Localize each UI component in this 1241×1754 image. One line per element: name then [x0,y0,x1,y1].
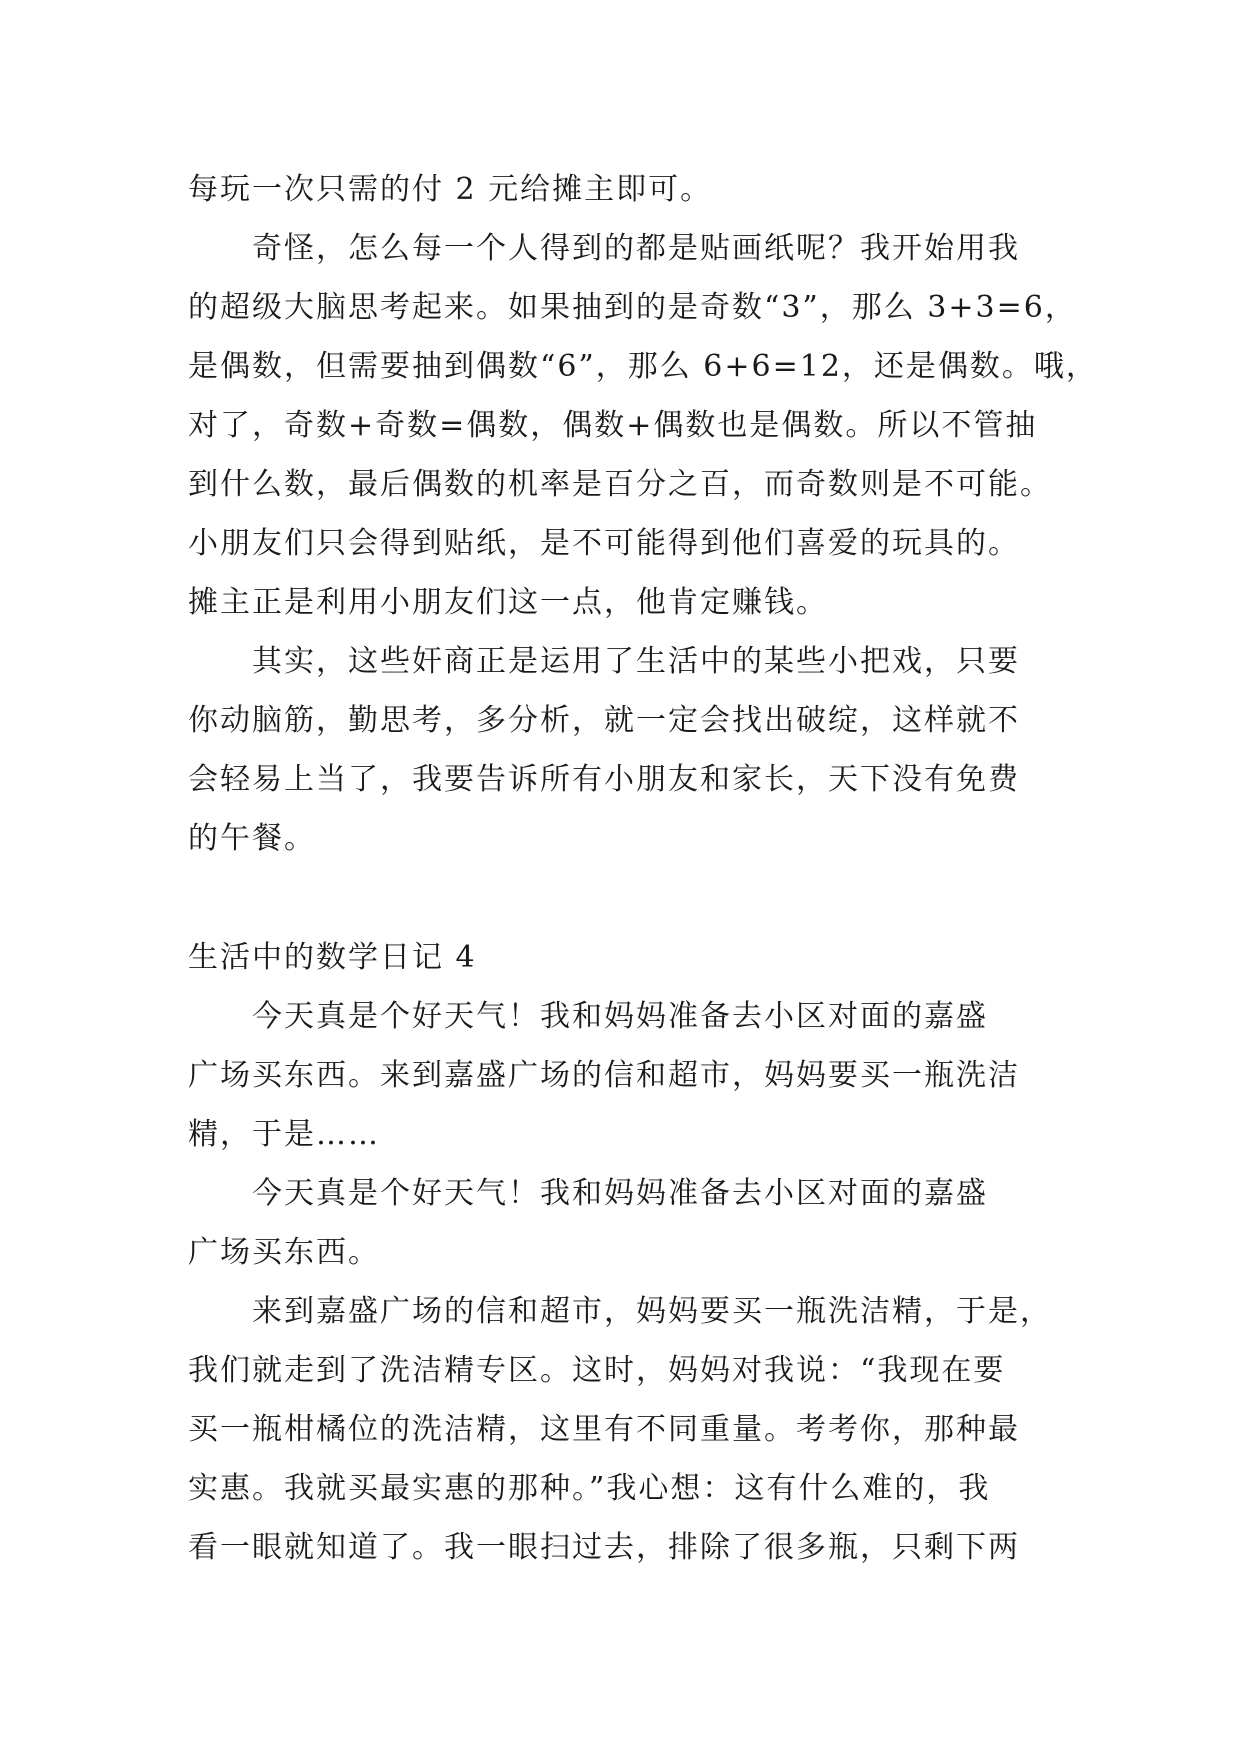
text-line: 广场买东西。来到嘉盛广场的信和超市，妈妈要买一瓶洗洁 [188,1058,1020,1093]
section-gap [188,868,1058,928]
text-line: 精，于是…… [188,1117,380,1152]
document-body [188,160,1098,1577]
paragraph-first-line: 来到嘉盛广场的信和超市，妈妈要买一瓶洗洁精，于是， [252,1294,1052,1329]
text-line: 是偶数，但需要抽到偶数“6”，那么 6+6=12，还是偶数。哦， [188,349,1098,384]
text-line: 的超级大脑思考起来。如果抽到的是奇数“3”，那么 3+3=6， [188,290,1077,325]
paragraph-first-line: 奇怪，怎么每一个人得到的都是贴画纸呢？我开始用我 [252,231,1020,266]
text-line: 我们就走到了洗洁精专区。这时，妈妈对我说：“我现在要 [188,1353,1006,1388]
text-line: 你动脑筋，勤思考，多分析，就一定会找出破绽，这样就不 [188,703,1020,738]
text-line: 每玩一次只需的付 2 元给摊主即可。 [188,172,713,207]
text-line: 看一眼就知道了。我一眼扫过去，排除了很多瓶，只剩下两 [188,1530,1020,1565]
text-line: 到什么数，最后偶数的机率是百分之百，而奇数则是不可能。 [188,467,1052,502]
text-line: 摊主正是利用小朋友们这一点，他肯定赚钱。 [188,585,828,620]
text-line: 会轻易上当了，我要告诉所有小朋友和家长，天下没有免费 [188,762,1020,797]
text-line: 的午餐。 [188,821,316,856]
section-heading: 生活中的数学日记 4 [188,940,477,975]
text-line: 买一瓶柑橘位的洗洁精，这里有不同重量。考考你，那种最 [188,1412,1020,1447]
paragraph-first-line: 其实，这些奸商正是运用了生活中的某些小把戏，只要 [252,644,1020,679]
text-line: 小朋友们只会得到贴纸，是不可能得到他们喜爱的玩具的。 [188,526,1020,561]
paragraph-first-line: 今天真是个好天气！我和妈妈准备去小区对面的嘉盛 [252,1176,988,1211]
text-line: 广场买东西。 [188,1235,380,1270]
text-line: 实惠。我就买最实惠的那种。”我心想：这有什么难的，我 [188,1471,991,1506]
paragraph-first-line: 今天真是个好天气！我和妈妈准备去小区对面的嘉盛 [252,999,988,1034]
text-line: 对了，奇数+奇数=偶数，偶数+偶数也是偶数。所以不管抽 [188,408,1038,443]
